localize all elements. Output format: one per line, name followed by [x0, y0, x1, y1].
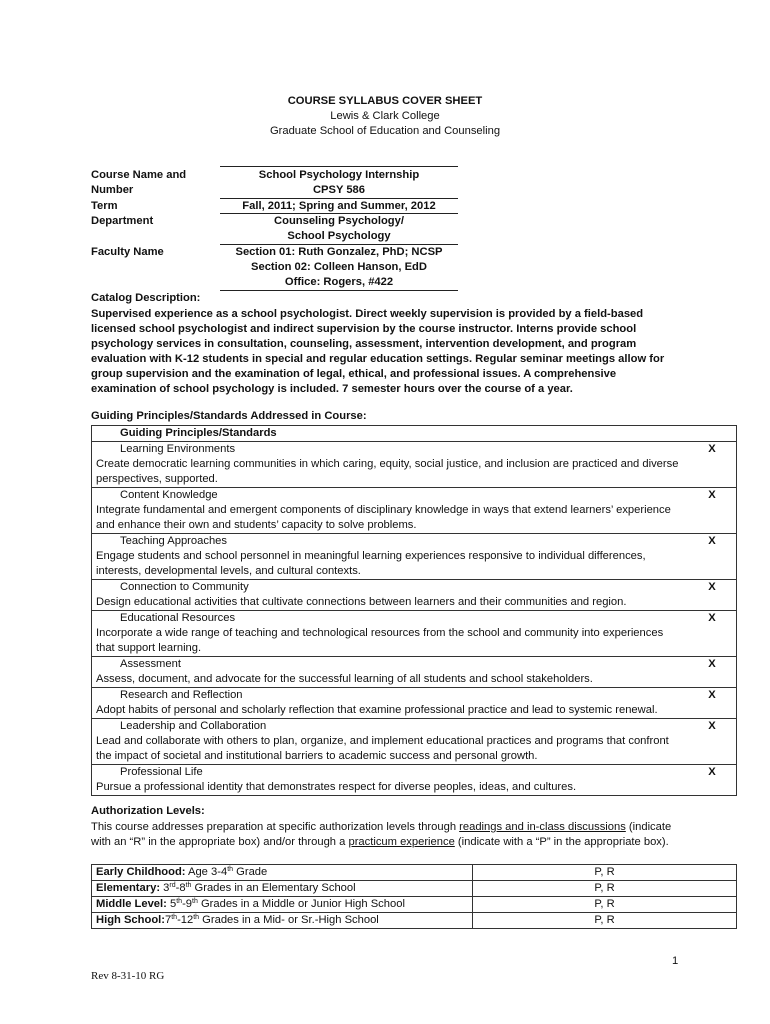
- principle-description: Create democratic learning communities in which caring, equity, social justice, and inclusion are practiced and diverse perspectives, supported.: [96, 458, 679, 485]
- principle-description: Pursue a professional identity that demonstrates respect for diverse peoples, ideas, and cultures.: [96, 781, 577, 793]
- authorization-level-label: Elementary:: [96, 882, 161, 894]
- practicum-link-text: practicum experience: [348, 836, 455, 848]
- revision-note: Rev 8-31-10 RG: [91, 970, 165, 982]
- principle-mark: X: [688, 488, 737, 534]
- rule-line: [220, 244, 458, 245]
- faculty-section-01: Section 01: Ruth Gonzalez, PhD; NCSP: [235, 246, 443, 258]
- document-title: COURSE SYLLABUS COVER SHEET: [287, 95, 483, 107]
- principle-row: [92, 611, 737, 657]
- authorization-row: [92, 913, 737, 929]
- principle-title: Research and Reflection: [120, 689, 243, 701]
- principle-text-cell: [92, 719, 689, 765]
- principle-description: Lead and collaborate with others to plan, organize, and implement educational practices and programs that confront the impact of societal and institutional barriers to academic success and personal growth.: [96, 735, 669, 762]
- rule-line: [220, 166, 458, 167]
- principle-mark: X: [688, 657, 737, 688]
- authorization-level-cell: [92, 881, 473, 897]
- authorization-level-text: Grades in a Middle or Junior High School: [197, 898, 405, 910]
- authorization-level-text: 3: [160, 882, 170, 894]
- principle-title: Educational Resources: [120, 612, 236, 624]
- principle-title: Content Knowledge: [120, 489, 218, 501]
- department-value-line2: School Psychology: [287, 230, 391, 242]
- office-value: Office: Rogers, #422: [284, 276, 394, 288]
- principle-title: Leadership and Collaboration: [120, 720, 267, 732]
- authorization-level-label: Early Childhood:: [96, 866, 186, 878]
- authorization-row: [92, 881, 737, 897]
- principle-description: Integrate fundamental and emergent components of disciplinary knowledge in ways that extend learners’ experience and enhance their own and students’ capacity to solve problems.: [96, 504, 671, 531]
- principle-mark: X: [688, 719, 737, 765]
- principle-description: Design educational activities that cultivate connections between learners and their communities and region.: [96, 596, 627, 608]
- principle-mark: X: [688, 765, 737, 796]
- principle-text-cell: [92, 534, 689, 580]
- authorization-value: P, R: [473, 881, 737, 897]
- course-number-label: Number: [91, 184, 134, 196]
- principle-mark: X: [688, 442, 737, 488]
- authorization-level-text: Grades in a Mid- or Sr.-High School: [199, 914, 379, 926]
- term-label: Term: [91, 200, 118, 212]
- principle-mark: X: [688, 611, 737, 657]
- authorization-level-text: -8: [175, 882, 186, 894]
- authorization-level-text: 5: [166, 898, 177, 910]
- authorization-level-text: Age 3-4: [185, 866, 228, 878]
- authorization-table: [91, 864, 737, 929]
- authorization-level-label: High School:: [96, 914, 165, 926]
- authorization-row: [92, 897, 737, 913]
- authorization-level-text: Grade: [233, 866, 268, 878]
- principles-table-header-cell: Guiding Principles/Standards: [92, 426, 737, 442]
- principle-row: [92, 442, 737, 488]
- authorization-value: P, R: [473, 913, 737, 929]
- principle-text-cell: [92, 657, 689, 688]
- principle-title: Connection to Community: [120, 581, 249, 593]
- course-name-label: Course Name and: [91, 169, 187, 181]
- authorization-row: [92, 865, 737, 881]
- principles-table-header: [92, 426, 737, 442]
- principle-description: Engage students and school personnel in meaningful learning experiences responsive to individual differences, interests, developmental levels, and cultural contexts.: [96, 550, 646, 577]
- ordinal-suffix: th: [185, 882, 192, 889]
- course-name-value: School Psychology Internship: [258, 169, 420, 181]
- ordinal-suffix: th: [176, 898, 183, 905]
- department-value-line1: Counseling Psychology/: [274, 215, 404, 227]
- authorization-level-label: Middle Level:: [96, 898, 167, 910]
- authorization-value: P, R: [473, 865, 737, 881]
- readings-link-text: readings and in-class discussions: [459, 821, 626, 833]
- ordinal-suffix: th: [171, 914, 178, 921]
- principle-text-cell: [92, 488, 689, 534]
- authorization-level-text: Grades in an Elementary School: [191, 882, 356, 894]
- principle-description: Adopt habits of personal and scholarly reflection that examine professional practice and lead to systemic renewal.: [96, 704, 658, 716]
- principle-title: Professional Life: [120, 766, 203, 778]
- page-number: 1: [672, 955, 679, 967]
- principle-description: Incorporate a wide range of teaching and technological resources from the school and community into experiences that support learning.: [96, 627, 664, 654]
- principle-row: [92, 765, 737, 796]
- principles-heading: Guiding Principles/Standards Addressed in Course:: [91, 410, 367, 422]
- principle-row: [92, 688, 737, 719]
- principle-mark: X: [688, 580, 737, 611]
- catalog-heading: Catalog Description:: [91, 292, 201, 304]
- principles-table: [91, 425, 737, 796]
- authorization-level-text: -12: [177, 914, 194, 926]
- school-name: Graduate School of Education and Counseling: [269, 125, 501, 137]
- principle-text-cell: [92, 580, 689, 611]
- principle-text-cell: [92, 442, 689, 488]
- authorization-level-cell: [92, 865, 473, 881]
- principle-row: [92, 488, 737, 534]
- authorization-level-cell: [92, 897, 473, 913]
- ordinal-suffix: th: [192, 898, 198, 905]
- rule-line: [220, 198, 458, 199]
- principle-row: [92, 534, 737, 580]
- catalog-description: Supervised experience as a school psychologist. Direct weekly supervision is provided by a field-based licensed school psychologist and indirect supervision by the course instructor. Interns provide school psychology services in consultation, counseling, assessment, intervention development, and program evaluation with K-12 students in special and regular education settings. Regular seminar meetings allow for group supervision and the examination of legal, ethical, and professional issues. A comprehensive examination of school psychology is included. 7 semester hours over the course of a year.: [91, 308, 665, 395]
- principle-text-cell: [92, 611, 689, 657]
- principle-title: Teaching Approaches: [120, 535, 227, 547]
- faculty-section-02: Section 02: Colleen Hanson, EdD: [251, 261, 427, 273]
- faculty-label: Faculty Name: [91, 246, 164, 258]
- ordinal-suffix: th: [227, 866, 234, 873]
- principle-text-cell: [92, 765, 689, 796]
- department-label: Department: [91, 215, 154, 227]
- course-number-value: CPSY 586: [312, 184, 366, 196]
- principle-mark: X: [688, 688, 737, 719]
- principle-description: Assess, document, and advocate for the successful learning of all students and school stakeholders.: [96, 673, 593, 685]
- ordinal-suffix: th: [193, 914, 200, 921]
- principle-mark: X: [688, 534, 737, 580]
- authorization-heading: Authorization Levels:: [91, 805, 205, 817]
- principle-row: [92, 719, 737, 765]
- authorization-level-cell: [92, 913, 473, 929]
- principle-title: Learning Environments: [120, 443, 236, 455]
- authorization-level-text: 7: [164, 914, 172, 926]
- principle-title: Assessment: [120, 658, 181, 670]
- principle-text-cell: [92, 688, 689, 719]
- principle-row: [92, 580, 737, 611]
- term-value: Fall, 2011; Spring and Summer, 2012: [242, 200, 436, 212]
- ordinal-suffix: rd: [169, 882, 176, 889]
- college-name: Lewis & Clark College: [330, 110, 440, 122]
- principle-row: [92, 657, 737, 688]
- authorization-value: P, R: [473, 897, 737, 913]
- authorization-intro: This course addresses preparation at specific authorization levels through readings and in-class discussions (indicate with an “R” in the appropriate box) and/or through a practicum experience (indicate with a “P” in the appropriate box).: [91, 821, 672, 848]
- rule-line: [220, 290, 458, 291]
- rule-line: [220, 213, 458, 214]
- authorization-level-text: -9: [182, 898, 193, 910]
